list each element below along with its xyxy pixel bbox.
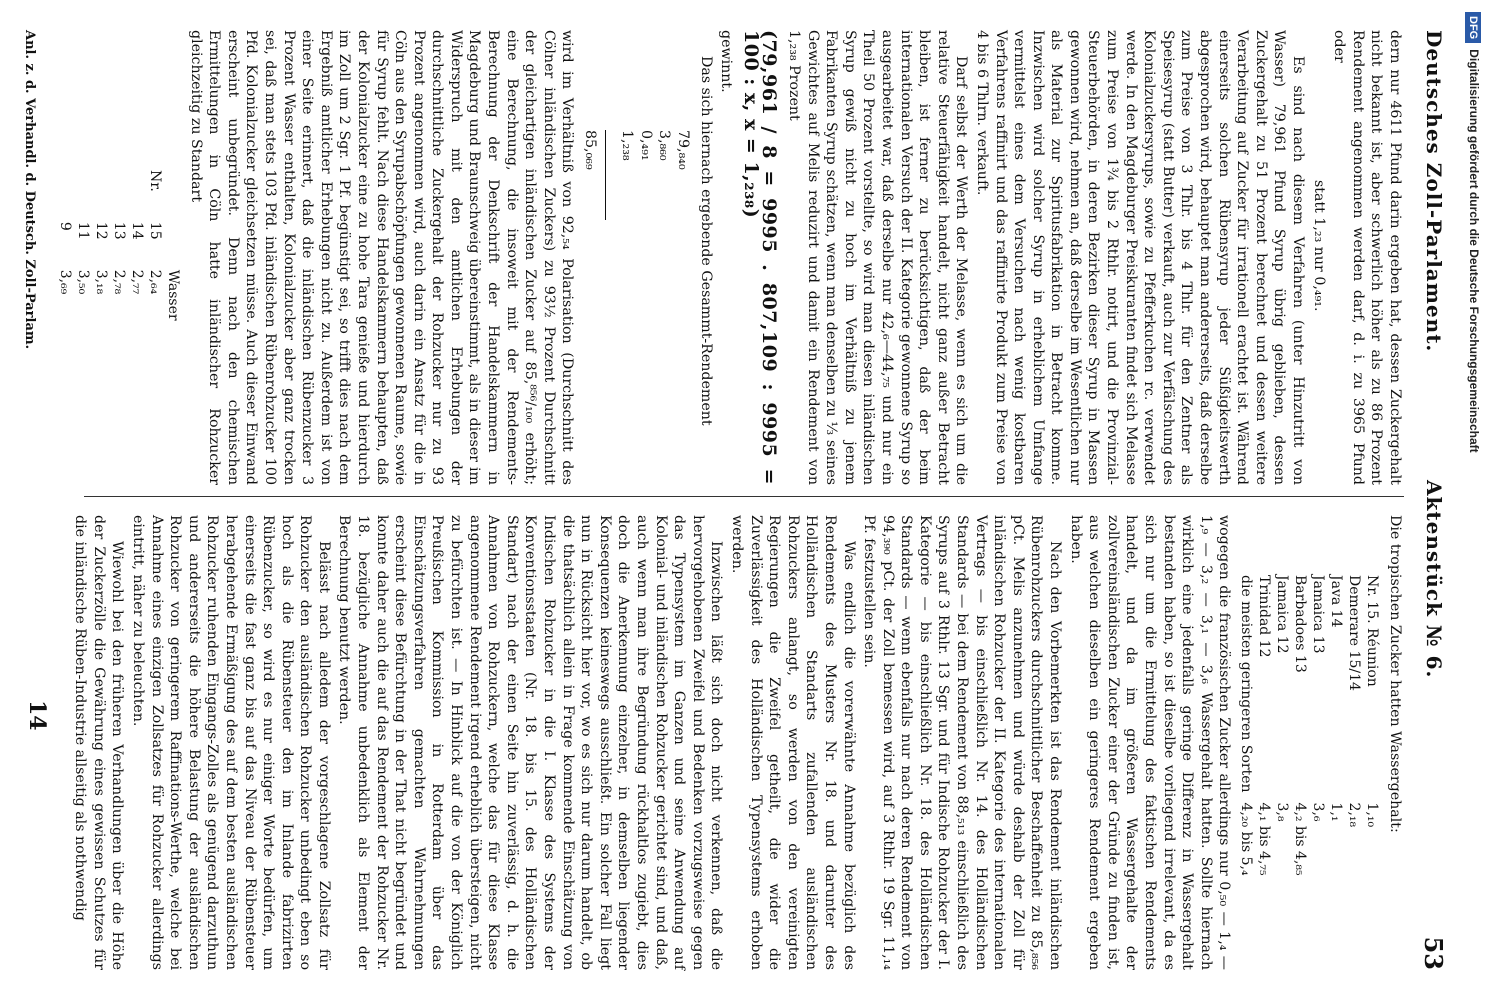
- table-row: [128, 170, 146, 351]
- sum-rule: [605, 130, 606, 220]
- table-cell: 9: [57, 221, 73, 231]
- table-cell: Trinidad 12: [1256, 575, 1273, 658]
- table-cell: Jamaica 12: [1274, 575, 1291, 654]
- digitization-watermark: [1463, 12, 1485, 988]
- table-cell: 2,₇₇: [129, 269, 145, 295]
- sum-row: 79,₈₄₀: [675, 130, 692, 170]
- table-cell: 4,₁ bis 4,₇₅: [1256, 802, 1273, 876]
- sum-row: 1,₂₃₈: [619, 130, 636, 161]
- sugar-sorts-table: [1237, 575, 1381, 886]
- table-cell: 4,₂ bis 4,₈₅: [1292, 802, 1309, 876]
- table-cell: [56, 170, 74, 222]
- paragraph: statt 1,₂₃ nur 0,₄₉₁.: [1310, 180, 1327, 312]
- running-title-center: Aktenstück № 6.: [1422, 480, 1446, 679]
- signature-mark: 14: [24, 700, 50, 731]
- table-row: [1291, 575, 1309, 886]
- paragraph: Die tropischen Zucker hatten Wassergehalt:: [1387, 515, 1403, 833]
- table-cell: Nr. 15. Réunion: [1364, 575, 1381, 687]
- table-cell: 2,₁₈: [1346, 802, 1363, 828]
- table-cell: 3,₁₈: [93, 269, 109, 295]
- paragraph: dern nur 4611 Pfund darin ergeben hat, dessen Zuckergehalt nicht bekannt ist, aber schwerlich höher als zu 86 Prozent Rendement angenommen werden darf, d. i. zu 3965 Pfund oder: [1331, 30, 1403, 485]
- right-column: [69, 515, 1404, 970]
- paragraph: Inzwischen läßt sich doch nicht verkennen, daß die hervorgehobenen Zweifel und Bedenken vorzugsweise gegen das Typensystem im Ganzen und seine Anwendung auf Kolonial- und inländischen Rohzucker gerichtet sind, und daß, auch wenn man ihre Begründung rückhaltlos zugiebt, dies doch die Anerkennung einzelner, in demselben liegender Konsequenzen keineswegs ausschließt. Ein solcher Fall liegt nun in Rücksicht hier vor, wo es sich nur darum handelt, ob die thatsächlich allein in Frage kommende Einschätzung von Indischen Rohzucker in die I. Klasse des Systems der Konventionsstaaten (Nr. 18. bis 15. des Holländischen Standart) nach der einen Seite hin zuverlässig, d. h. die Annahmen von Rohzuckern, welche das für diese Klasse angenommene Rendement irgend erheblich übersteigen, nicht zu befürchten ist. — In Hinblick auf die von der Königlich Preußischen Kommission in Rotterdam über das Einschätzungsverfahren gemachten Wahrnehmungen erscheint diese Befürchtung in der That nicht begründet und konnte daher auch die auf das Rendement der Rohzucker Nr. 18. bezügliche Annahme unbedenklich als Element der Berechnung benutzt werden.: [336, 515, 725, 970]
- table-cell: die meisten geringeren Sorten: [1238, 575, 1255, 793]
- table-cell: Nr.: [147, 170, 163, 192]
- paragraph: Wiewohl bei den früheren Verhandlungen über die Höhe der Zuckerzölle die Gewährung eines gewissen Schutzes für die inländische Rüben-Industrie allseitig als nothwendig: [72, 515, 126, 970]
- table-cell: [128, 170, 146, 222]
- table-row: [1237, 575, 1255, 886]
- page-header: [1412, 30, 1452, 970]
- sum-row: 3,₈₆₀: [656, 130, 673, 161]
- sum-block: [580, 90, 692, 485]
- running-title-left: Deutsches Zoll-Parlament.: [1422, 30, 1446, 353]
- table-cell: 12: [93, 221, 109, 240]
- water-table: [56, 170, 182, 351]
- table-cell: Jamaica 13: [1310, 575, 1327, 654]
- table-cell: 3,₅₀: [75, 269, 91, 295]
- table-cell: 1,₁: [1328, 802, 1345, 822]
- table-row: [1255, 575, 1273, 886]
- table-row: [56, 170, 74, 351]
- paragraph: Nach den Vorbemerkten ist das Rendement inländischen Rübenrohzuckers durchschnittlicher Beschaffenheit zu 85,₈₅₆ pCt. Melis anzunehmen und würde deshalb der Zoll für inländischen Rohzucker der II. Kategorie des internationalen Vertrags — bis einschließlich Nr. 14. des Holländischen Standards — bei dem Rendement von 88,₅₁₃ einschließlich des Syrups auf 3 Rthlr. 13 Sgr. und für Indische Rohzucker der I. Kategorie — bis einschließlich Nr. 18. des Holländischen Standards — wenn ebenfalls nur nach deren Rendement von 94,₃₉₀ pCt. der Zoll bemessen wird, auf 3 Rthlr. 19 Sgr. 11,₁₄ Pf. festzustellen sein.: [861, 515, 1064, 970]
- table-cell: 4,₂₀ bis 5,₄: [1238, 802, 1255, 876]
- watermark-text: Digitalisierung gefördert durch die Deutsche Forschungsgemeinschaft: [1467, 49, 1481, 453]
- table-row: [1273, 575, 1291, 886]
- table-cell: 3,₈: [1274, 802, 1291, 822]
- dfg-logo-icon: DFG: [1465, 12, 1481, 43]
- paragraph: gewinnt.: [718, 30, 735, 93]
- paragraph: Darf selbst der Werth der Melasse, wenn es sich um die relative Steuerfähigkeit handelt, nicht ganz außer Betracht bleiben, ist ferner zu berücksichtigen, daß der beim internationalen Versuch der II. Kategorie gewonnene Syrup so ausgearbeitet war, daß derselbe nur 42,₆—44,₇₅ und nur ein Theil 50 Prozent vorstellte, so wird man diesen inländischen Syrup gewiß nicht zu hoch im Verhältniß zu jenem Fabrikanten Syrup schätzen, wenn man denselben zu ⅓ seines Gewichtes auf Melis reduzirt und damit ein Rendement von 1,₂₃₈ Prozent: [786, 30, 970, 485]
- table-row: [146, 170, 164, 351]
- sum-row: 0,₄₉₁: [637, 130, 654, 161]
- column-divider: [84, 496, 1404, 497]
- table-cell: Java 14: [1328, 575, 1345, 628]
- table-cell: 15: [147, 221, 163, 240]
- table-row: [1327, 575, 1345, 886]
- equation: (79,961 / 8 = 9995 . 807,109 : 9995 = 100 : x, x = 1,₂₃₈): [739, 30, 781, 485]
- table-cell: [74, 170, 92, 222]
- paragraph: wird im Verhältniß von 92,₅₄ Polarisation (Durchschnitt des Cölner inländischen Zuckers) zu 93½ Prozent Durchschnitt der gleichartigen inländischen Zucker auf 85,⁸⁵⁶/₁₀₀ erhöht; eine Berechnung, die insoweit mit der Rendements-Berechnung der Denkschrift der Handelskammern in Magdeburg und Braunschweig übereinstimmt, als in dieser im Widerspruch mit den amtlichen Erhebungen der durchschnittliche Zuckergehalt der Rohzucker nur zu 93 Prozent angenommen wird, auch darin ein Ansatz für die in Cöln aus den Syrupabschöpfungen gewonnenen Raume, sowie für Syrup fehlt. Nach diese Handelskammern behaupten, daß der Kolonialzucker eine zu hohe Tara genieße und hierdurch im Zoll um 2 Sgr. 1 Pf. begünstigt sei, so trifft dies nach dem Ergebniß amtlicher Erhebungen nicht zu. Außerdem ist von einer Seite erinnert, daß die inländischen Rübenzucker 3 Prozent Wasser enthalten, Kolonialzucker aber ganz trocken sei, daß man stets 103 Pfd. inländischen Rübenrohzucker 100 Pfd. Kolonialzucker gleichsetzen müsse. Auch dieser Einwand erscheint unbegründet. Denn nach den chemischen Ermittelungen in Cöln hatte inländischer Rohzucker gleichzeitig zu Standart: [187, 30, 576, 485]
- paragraph: Belässt nach alledem der vorgeschlagene Zollsatz für Rohzucker den ausländischen Rohzucker unbedingt eben so hoch als die Rübensteuer den im Inlande fabrizirten Rübenzucker, so wird es nur einiger Worte bedürfen, um einerseits die fast ganz bis auf das Niveau der Rübensteuer herabgehende Ermäßigung des auf dem besten ausländischen Rohzucker ruhenden Eingangs-Zolles als genügend darzuthun und andererseits die höhere Belastung der ausländischen Rohzucker von geringerem Raffinations-Werthe, welche bei Annahme eines einzigen Zollsatzes für Rohzucker allerdings eintritt, näher zu beleuchten.: [129, 515, 332, 970]
- table-cell: 2,₇₈: [111, 269, 127, 295]
- table-row: [1345, 575, 1363, 886]
- table-cell: 3,₆₉: [57, 269, 73, 295]
- table-row: [92, 170, 110, 351]
- left-column: [52, 30, 1404, 485]
- paragraph: wogegen die französischen Zucker allerdings nur 0,₅₀ — 1,₄ — 1,₉ — 3,₂ — 3,₁ — 3,₆ Wassergehalt hatten. Sollte hiernach wirklich eine jedenfalls geringe Differenz in Wassergehalt bestanden haben, so ist dieselbe vorliegend irrelevant, da es sich nur um die Ermittelung des faktischen Rendements handelt, und da im größeren Wassergehalte der zollvereinsländischen Zucker einer der Gründe zu finden ist, aus welchen dieselben ein geringeres Rendement ergeben haben.: [1067, 515, 1233, 970]
- table-row: [1309, 575, 1327, 886]
- paragraph: Das sich hiernach ergebende Gesammt-Rendement: [697, 56, 714, 426]
- table-row: [74, 170, 92, 351]
- table-cell: Barbadoes 13: [1292, 575, 1309, 673]
- table-row: [1363, 575, 1381, 886]
- table-cell: [110, 170, 128, 222]
- page-number: 53: [1419, 936, 1448, 970]
- table-cell: 2,₆₄: [147, 269, 163, 295]
- table-cell: 11: [75, 221, 91, 240]
- table-cell: 3,₆: [1310, 802, 1327, 822]
- table-cell: 1,₁₀: [1364, 802, 1381, 828]
- table-cell: 14: [129, 221, 145, 240]
- paragraph: Es sind nach diesem Verfahren (unter Hinzutritt von Wasser) 79,961 Pfund Syrup übrig geblieben, dessen Zuckergehalt zu 51 Prozent berechnet und dessen weitere Verarbeitung auf Zucker für irrationell erachtet ist. Während einerseits solchen Rübensyrup jeder Süßigkeitswerth abgesprochen wird, behauptet man andererseits, daß derselbe zum Preise von 3 Thlr. bis 4 Thlr. für den Zentner als Speisesyrup (statt Butter) verkauft, auch zur Verfälschung des Kolonialzuckersyrups, sowie zu Pfefferkuchen rc. verwendet werde. In den Magdeburger Preiskuranten findet sich Melasse zum Preise von 1¾ bis 2 Rthlr. notirt, und die Provinzial-Steuerbehörden, in deren Bezirken dieser Syrup in Massen gewonnen wird, nehmen an, daß derselbe im Wesentlichen nur als Material zur Spiritusfabrikation in Betracht komme. Inzwischen wird solcher Syrup in erheblichem Umfange vermittelst eines dem Versuchen nach wenig kostbaren Verfahrens raffinirt und das raffinirte Produkt zum Preise von 4 bis 6 Thlrn. verkauft.: [973, 30, 1307, 485]
- table-row: [110, 170, 128, 351]
- footer-note: Anl. z. d. Verhandl. d. Deutsch. Zoll-Parlam.: [22, 30, 37, 350]
- table-cell: 13: [111, 221, 127, 240]
- paragraph: Was endlich die vorerwähnte Annahme bezüglich des Rendements des Musters Nr. 18. und darunter des Holländischen Standarts zufallenden ausländischen Rohzuckers anlangt, so werden von den vereinigten Regierungen die Zweifel getheilt, die wider die Zuverlässigkeit des Holländischen Typensystems erhoben werden.: [728, 515, 857, 970]
- table-cell: Demerare 15/14: [1346, 575, 1363, 691]
- table-cell: [92, 170, 110, 222]
- table-header: Wasser: [165, 269, 181, 321]
- sum-total: 85,₀₆₉: [582, 130, 599, 170]
